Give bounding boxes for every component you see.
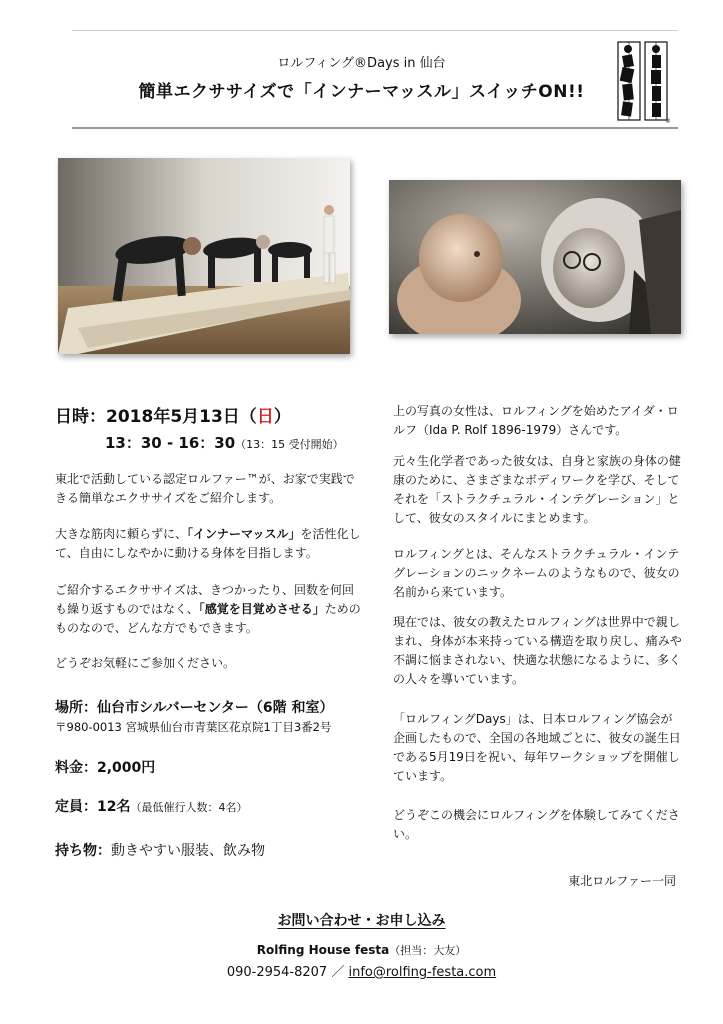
page-title: 簡単エクササイズで「インナーマッスル」スイッチON!! xyxy=(138,82,585,102)
contact-heading: お問い合わせ・お申し込み xyxy=(277,913,446,929)
right-paragraph-5: 「ロルフィングDays」は、日本ロルフィング協会が企画したもので、全国の各地域ごとに、彼女の誕生日である5月19日を祝い、毎年ワークショップを開催しています。 xyxy=(393,712,681,783)
fee-label: 料金：2,000円 xyxy=(55,760,156,776)
signoff: 東北ロルファー一同 xyxy=(568,874,676,888)
header-subtitle: ロルフィング®Days in 仙台 xyxy=(277,56,446,71)
right-paragraph-1: 上の写真の女性は、ロルフィングを始めたアイダ・ロルフ（Ida P. Rolf 1896-1979）さんです。 xyxy=(393,404,679,437)
items-to-bring: 持ち物：動きやすい服装、飲み物 xyxy=(55,843,265,859)
contact-email-link[interactable]: info@rolfing-festa.com xyxy=(348,965,497,980)
contact-line: 090-2954-8207 ／ info@rolfing-festa.com xyxy=(226,965,497,980)
event-date: 日時：2018年5月13日（日） xyxy=(55,407,291,427)
header-divider xyxy=(72,127,678,129)
contact-person-note: （担当：大友） xyxy=(389,944,467,957)
ida-rolf-baby-photo xyxy=(389,180,681,334)
intro-paragraph-3: ご紹介するエクササイズは、きつかったり、回数を何回も繰り返すものではなく、「感覚を目覚めさせる」ためのものなので、どんな方でもできます。 xyxy=(55,583,361,635)
event-time: 13：30 - 16：30（13：15 受付開始） xyxy=(105,434,344,452)
reception-note: （13：15 受付開始） xyxy=(235,438,344,451)
right-paragraph-2: 元々生化学者であった彼女は、自身と家族の身体の健康のために、さまざまなボディワークを学び、そしてそれを「ストラクチュラル・インテグレーション」として、彼女のスタイルにまとめます。 xyxy=(393,454,681,525)
rolfing-logo-icon xyxy=(615,40,671,124)
contact-phone[interactable]: 090-2954-8207 xyxy=(226,965,328,980)
intro-paragraph-1: 東北で活動している認定ロルファー™が、お家で実践できる簡単なエクササイズをご紹介します。 xyxy=(55,472,355,505)
svg-text:®: ® xyxy=(665,118,671,124)
contact-name: Rolfing House festa（担当：大友） xyxy=(256,943,467,957)
right-paragraph-3: ロルフィングとは、そんなストラクチュラル・インテグレーションのニックネームのようなもので、彼女の名前から来ています。 xyxy=(393,547,680,599)
top-divider xyxy=(72,30,678,31)
minimum-participants-note: （最低催行人数：4名） xyxy=(130,801,248,814)
venue-label: 場所：仙台市シルバーセンター（6階 和室） xyxy=(55,700,334,716)
exercise-class-photo xyxy=(58,158,350,354)
intro-paragraph-4: どうぞお気軽にご参加ください。 xyxy=(55,656,236,670)
right-paragraph-6: どうぞこの機会にロルフィングを体験してみてください。 xyxy=(393,808,680,841)
venue-address: 〒980-0013 宮城県仙台市青葉区花京院1丁目3番2号 xyxy=(55,720,332,734)
right-paragraph-4: 現在では、彼女の教えたロルフィングは世界中で親しまれ、身体が本来持っている構造を取り戻し、痛みや不調に悩まされない、快適な状態になるように、多くの人々を導いています。 xyxy=(393,615,682,686)
capacity-label: 定員：12名（最低催行人数：4名） xyxy=(55,799,248,815)
event-date-day: 日 xyxy=(256,407,274,427)
intro-paragraph-2: 大きな筋肉に頼らずに、「インナーマッスル」を活性化して、自由にしなやかに動ける身体を目指します。 xyxy=(55,527,361,560)
inner-muscle-highlight: 「インナーマッスル」 xyxy=(187,527,301,541)
awaken-senses-highlight: 「感覚を目覚めさせる」 xyxy=(198,602,325,616)
